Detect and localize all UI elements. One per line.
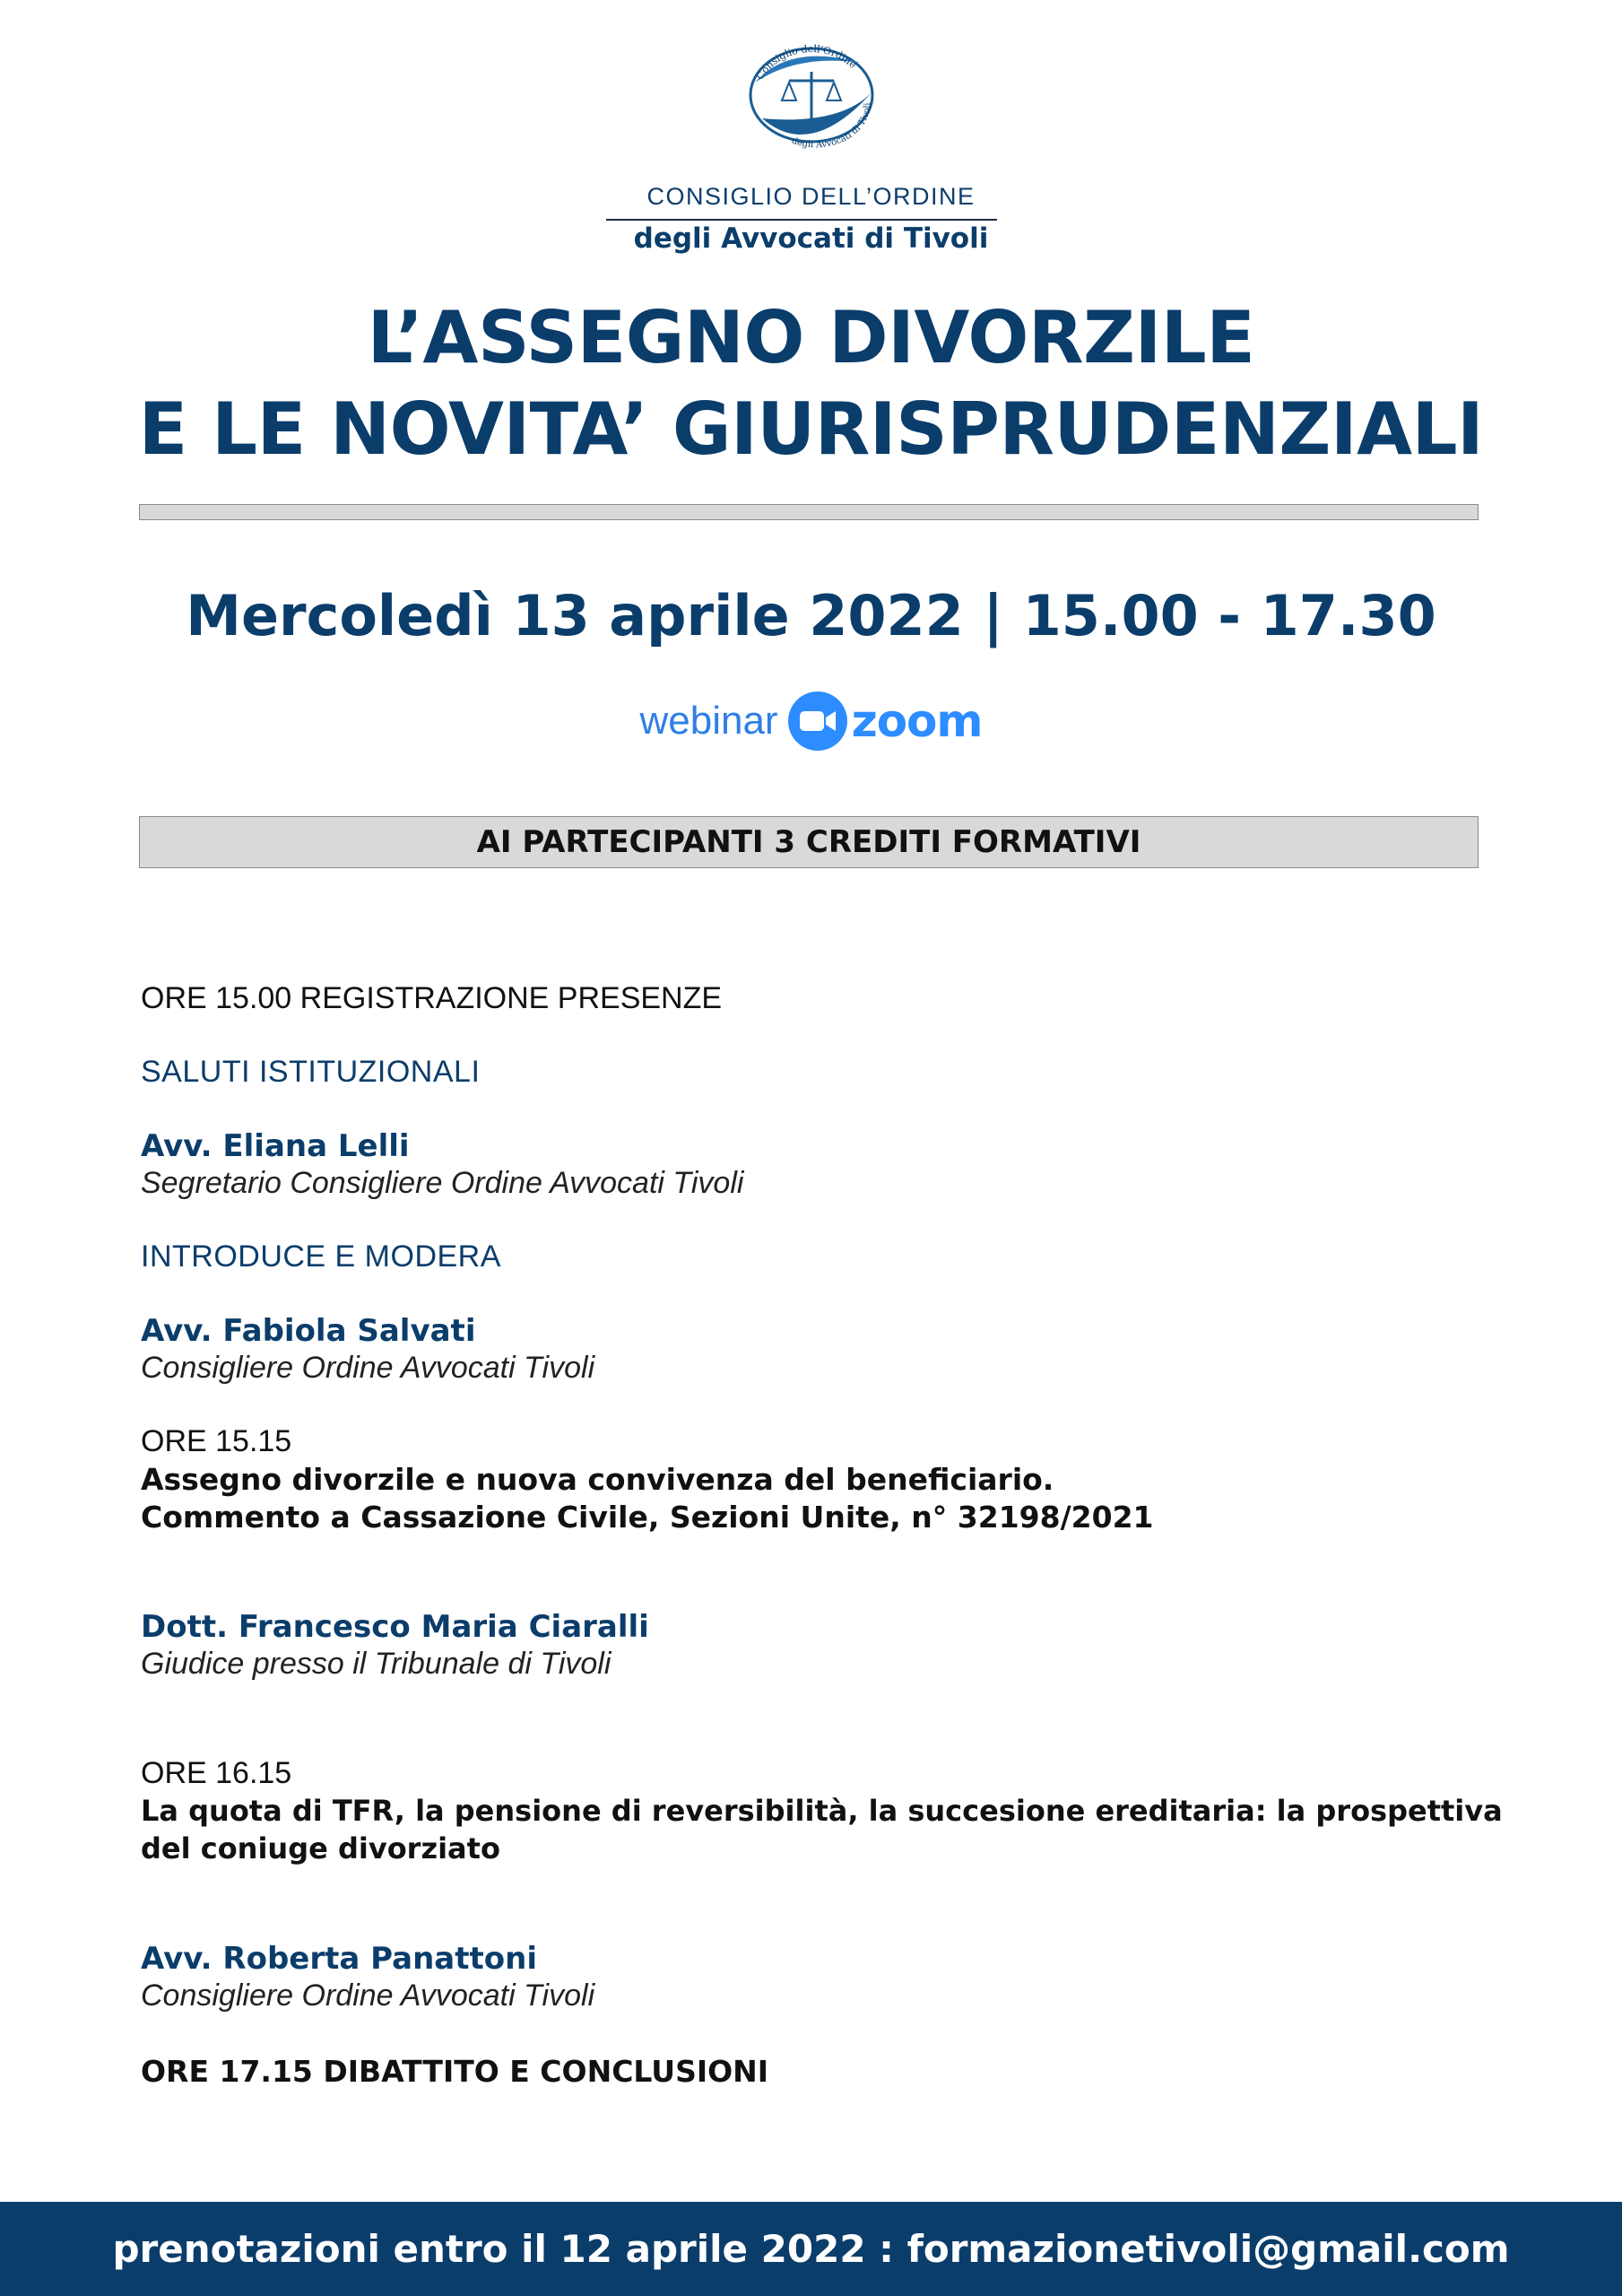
logo-ring-text-top: Consiglio dell'Ordine [753, 42, 859, 83]
scales-of-justice-logo-icon [735, 36, 888, 152]
speaker-role-salvati: Consigliere Ordine Avvocati Tivoli [141, 1351, 595, 1385]
event-title-line1: L’ASSEGNO DIVORZILE [367, 296, 1255, 379]
speaker-role-ciaralli: Giudice presso il Tribunale di Tivoli [141, 1647, 612, 1681]
speaker-role-lelli: Segretario Consigliere Ordine Avvocati Tivoli [141, 1166, 744, 1200]
closing-line: ORE 17.15 DIBATTITO E CONCLUSIONI [141, 2054, 769, 2089]
greetings-label: SALUTI ISTITUZIONALI [141, 1055, 481, 1089]
talk2-time: ORE 16.15 [141, 1756, 292, 1790]
title-divider-bar [139, 504, 1479, 520]
moderator-label: INTRODUCE E MODERA [141, 1239, 501, 1274]
talk1-title-line2: Commento a Cassazione Civile, Sezioni Unite, n° 32198/2021 [141, 1500, 1154, 1535]
logo [0, 36, 1622, 152]
speaker-role-panattoni: Consigliere Ordine Avvocati Tivoli [141, 1979, 595, 2013]
talk2-title-line2: del coniuge divorziato [141, 1831, 500, 1866]
webinar-platform [0, 691, 1622, 752]
talk1-title-line1: Assegno divorzile e nuova convivenza del beneficiario. [141, 1462, 1054, 1497]
zoom-wordmark: zoom [851, 695, 983, 747]
org-name-line2: degli Avvocati di Tivoli [633, 222, 989, 255]
org-divider [606, 219, 997, 221]
zoom-camera-icon [787, 691, 848, 752]
org-name-line1: CONSIGLIO DELL’ORDINE [646, 183, 976, 210]
event-title-line2: E LE NOVITA’ GIURISPRUDENZIALI [138, 387, 1484, 471]
speaker-name-ciaralli: Dott. Francesco Maria Ciaralli [141, 1609, 649, 1645]
registration-line: ORE 15.00 REGISTRAZIONE PRESENZE [141, 981, 723, 1015]
event-date-time: Mercoledì 13 aprile 2022 | 15.00 - 17.30 [186, 583, 1436, 648]
speaker-name-lelli: Avv. Eliana Lelli [141, 1128, 410, 1164]
booking-footer: prenotazioni entro il 12 aprile 2022 : formazionetivoli@gmail.com [0, 2202, 1622, 2296]
logo-ring-text-bottom: degli Avvocati di Tivoli [789, 102, 872, 151]
webinar-label: webinar [639, 699, 778, 743]
credits-banner: AI PARTECIPANTI 3 CREDITI FORMATIVI [139, 816, 1479, 868]
speaker-name-salvati: Avv. Fabiola Salvati [141, 1313, 476, 1349]
talk1-time: ORE 15.15 [141, 1424, 292, 1458]
speaker-name-panattoni: Avv. Roberta Panattoni [141, 1941, 537, 1977]
talk2-title-line1: La quota di TFR, la pensione di reversibilità, la succesione ereditaria: la prospettiva [141, 1794, 1503, 1828]
